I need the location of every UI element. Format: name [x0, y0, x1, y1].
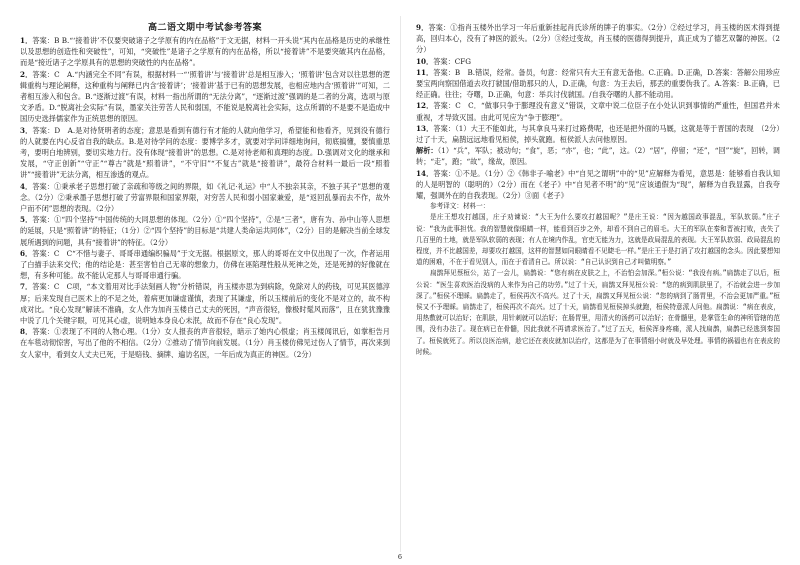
answer-paragraph	[20, 281, 390, 326]
question-number: 10．	[416, 56, 434, 66]
answer-paragraph	[416, 100, 780, 122]
left-answer-list	[20, 35, 390, 360]
answer-paragraph	[416, 56, 780, 67]
answer-text: 答案：D A.是对待贤明者的态度；意思是看到有德行有才能的人就向他学习，希望能和他看齐，见到没有德行的人就要在内心反省自我的缺点。B.是对待学问的态度：要博学多才，就要对学问详细地询问，彻底搞懂，要慎重思考，要明白地辨别，要切实地力行。没有体现“接着讲”的思想。C.是对待老师和真理的态度。D.强调对文化的继承和发展，“守正创新”“守正”“尊古”就是“照着讲”，“不守旧”“不复古”就是“接着讲”，最符合材料一最后一段“照着讲”“接着讲”无法分离，相互渗透的观点。	[20, 125, 390, 180]
answer-text: 答案：C A.“内涵完全不同”有误，根据材料一“‘照着讲’与‘接着讲’总是相互渗入；‘照着讲’包含对以往思想的逻辑重构与理论阐释，这种重构与阐释已内含‘接着讲’；‘接着讲’基于已有的思想发展，也相应地内含‘照着讲’”可知，二者相互渗入和包含。B.“逐渐过渡”有误，材料一指出所谓的“无法分离”，“逐渐过渡”强调的是二者的分离，选项与原文矛盾。D.“脱离社会实际”有误，墨家关注劳苦人民和弱国，不能说是脱离社会实际，这点所谓的不是要不是造成中国历史选择儒家作为正统思想的原因。	[20, 69, 390, 124]
question-number: 8．	[20, 327, 33, 337]
answer-text: 答案：（1）大王不能如此，与其拿良马来打过路费呢，也还是把外面的马厩，这就是等于晋国的表现 （2分）过了十天，扁鹊远远地看见桓侯，掉头就跑。桓侯派人去问他原因。	[416, 123, 780, 145]
question-number: 9．	[416, 23, 429, 32]
page-number: 6	[397, 553, 403, 561]
document-title: 高二语文期中考试参考答案	[147, 23, 262, 33]
answer-paragraph	[416, 201, 780, 212]
answer-paragraph	[20, 35, 390, 69]
column-divider	[400, 16, 401, 552]
answer-paragraph	[20, 125, 390, 181]
question-number: 7．	[20, 282, 33, 292]
answer-text: 答案：①“四个坚持”中国传统的大同思想的体现。（2分）①“四个坚持”，②是“三者”，唐有为、孙中山等人思想的延展，只是“照着讲”的特征；（1分）②“四个坚持”的目标是“共建人类命运共同体”，（2分）目的是解决当前全球发展所遇到的问题，具有“接着讲”的特征。（2分）	[20, 215, 390, 247]
answer-paragraph	[20, 214, 390, 248]
answer-text: 答案：C C“不惜与妻子、哥哥串通编织骗局”于文无据。根据原文，那人的哥哥在文中仅出现了一次，作者运用了白描手法来交代；他的结论是：甚至害怕自己无辜的想象力，仿佛在诬陷理性般从死神之处，还是死掉的好像就在想，有多种可能。故不能认定那人与哥哥串通行骗。	[20, 248, 390, 281]
answer-text: 答案：B B.错误，经常。备员，句意：经常只有大王有意无备他。C.正确。D.正确，D.答案：答解公用珍应要宝两向察国借道去攻打虢国/借助那只的人，D.正确，句意：为王去后，那丢的重要伪我了。A.答案：B.正确，已经正确。往往；夺曙，D.正确，句意：举兵讨伐虢国。/自我夺曙的人都不能动用。	[416, 67, 780, 100]
answer-text: 是庄王想攻打越国，庄子劝谏说：“大王为什么要攻打越国呢？”是庄王说：“因为越国政事混乱，军队软弱。”庄子说：“我为此事担忧。我的智慧就像眼睛一样，能看到百步之外，却看不到自己的眉毛。大王的军队在秦和晋被打败，丧失了几百里的土地，就是军队软弱的表现；有人在境内作乱，官吏无能为力，这就是政局混乱的表现。大王军队软弱、政局混乱的程度，并不比越国差，却要攻打越国，这样的智慧如同眼睛看不见睫毛一样。”是庄王于是打消了攻打越国的念头。因此要想知道的困难，不在于看见别人，而在于看清自己。所以说：“自己认识到自己才叫做明察。”	[416, 213, 780, 267]
question-number: 3．	[20, 125, 33, 135]
right-column	[416, 22, 780, 358]
answer-text: 答案：C C．“做事只争于膨理没有意义”错误，文章中说二位臣子在小处认识到事情的严重性，但国君并未重视，才导致灭国。由此可见应为“争于膨理”。	[416, 101, 780, 122]
answer-text: 答案：C C项，“本文着用对比手法刻画人物”分析错误，肖玉楼亦思为到病除，免除对人的药钱，可见其医德淳厚；后来发现自己医术上的不足之处，着病更加谦虚谨慎，表现了其谦虚，所以玉楼前后的变化不是对立的，故不构成对比。“良心发现”解读不准确，女人作为加肖玉楼自己丈夫的死因，“声音很轻，像极时髦风而落”，且在犹犹豫豫中说了几个关键字眼，可见其心虚，说明她本身良心未泯，故而不存在“良心发现”。	[20, 282, 390, 326]
question-number: 13．	[416, 123, 434, 133]
answer-paragraph	[416, 168, 780, 202]
left-column	[20, 22, 390, 360]
answer-text: 扁鹊拜见蔡桓公，站了一会儿，扁鹊说：“您有病在皮肤之上，不治怕会加深。”桓公说：“我没有病。”扁鹊走了以后，桓公说：“医生喜欢医治没病的人来作为自己的功劳。”过了十天，扁鹊又拜见桓公说：“您的病到肌肤里了，不治就会进一步加深了。”桓侯不理睬。扁鹊走了，桓侯再次不高兴。过了十天，扁鹊又拜见桓公说：“您的病到了肠胃里，不治会更加严重。”桓侯又不予理睬。扁鹊走了，桓侯再次不高兴。过了十天，扁鹊看见桓侯掉头就跑，桓侯特意派人问他。扁鹊说：“病在表皮，用热敷就可以治好；在肌肤，用针刺就可以治好；在肠胃里，用清火的汤药可以治好；在骨髓里，是掌管生命的神所管辖的范围，没有办法了。现在病已在骨髓，因此我就不再请求医治了。”过了五天，桓侯浑身疼痛，派人找扁鹊，扁鹊已经逃到秦国了。桓侯就死了。所以良医治病，趁它还在表皮就加以治疗，这都是为了在事情细小时就及早处理。事情的祸福也有在表皮的时候。	[416, 269, 780, 356]
question-number: 1．	[20, 36, 33, 45]
question-number: 4．	[20, 181, 33, 191]
answer-paragraph	[416, 22, 780, 56]
answer-paragraph	[416, 67, 780, 101]
question-number: 12．	[416, 101, 434, 111]
right-answer-list	[416, 22, 780, 358]
answer-paragraph	[20, 181, 390, 215]
answer-text: 答案：①秉承老子思想打破了亲疏和等级之间的界限，如《礼记·礼运》中“人不独亲其亲，不独子其子”思想的观念。（2分）②秉承墨子思想打破了劳富界限和国家界限，对穷苦人民和弱小国家兼爱，是“返回乱暴而去不作，故外户而不闭”思想的表现。（2分）	[20, 181, 390, 214]
answer-text: 答案：①不是。（1分）②《韩非子·喻老》中“自见之谓明”中的“见”应解释为看见，意思是：能够看自我认知的人是明智的（聪明的）（2分）而在《老子》中“自见者不明”的“见”应该通假为“现”，解释为自我显露，自我夸耀，强调外在的自我表现。（2分）③面《老子》	[416, 168, 780, 201]
question-number: 14．	[416, 168, 434, 178]
answer-paragraph	[416, 212, 780, 268]
answer-text: （1）“兵”，军队；被动句；“食”，恶；“亦”，也；“此”，这。（2）“居”，停留；“还”，“回”“旋”，回转，调转；“走”，跑；“故”，缘故，原因。	[416, 146, 780, 167]
answer-text: 答案：①表现了不同的人物心理。（1分）女人报丧的声音很轻，暗示了她内心恨虚；肖玉楼闻讯后，如掌柜告月在车毯动彻惊害，写出了他的不相信。（2分）②推动了情节向前发展。（1分）肖玉楼仿佛见过伤人了情节，再次来到女人家中，看到女人丈夫已死，于是赔钱、摘牌、遍访名医，一年后成为真正的神医。（2分）	[20, 327, 390, 359]
question-number: 2．	[20, 69, 33, 79]
answer-paragraph	[20, 69, 390, 125]
answer-paragraph	[20, 326, 390, 360]
answer-text: 参考译文：材料一：	[430, 202, 490, 211]
answer-paragraph	[416, 123, 780, 145]
answer-paragraph	[416, 268, 780, 358]
answer-text: 答案：①指肖玉楼外出学习一年后重新挂起肖氏诊所的牌子的事实。（2分）②经过学习，肖玉楼的医术得到提高，回归本心，没有了神医的派头。（2分）③经过变故，肖玉楼的医德得到提升，真正成为了德艺双馨的神医。（2分）	[416, 23, 780, 55]
answer-paragraph	[20, 248, 390, 282]
question-number: 解析：	[416, 146, 438, 156]
question-number: 5．	[20, 215, 33, 225]
answer-paragraph	[416, 145, 780, 167]
answer-text: 答案：B B.“‘接着讲’不仅要突破诸子之学原有的内在品格”于文无据，材料一开头说“其内在品格是历史的承继性以及思想的创造性和突破性”，可知，“突破性”是诸子之学原有的内在品格，所以“接着讲”不是要突破其内在品格，而是“接近诸子之学原具有的思想的突破性的内在品格”。	[20, 36, 390, 68]
question-number: 11．	[416, 67, 434, 77]
answer-text: 答案：CFG	[433, 56, 471, 66]
question-number: 6．	[20, 248, 33, 258]
